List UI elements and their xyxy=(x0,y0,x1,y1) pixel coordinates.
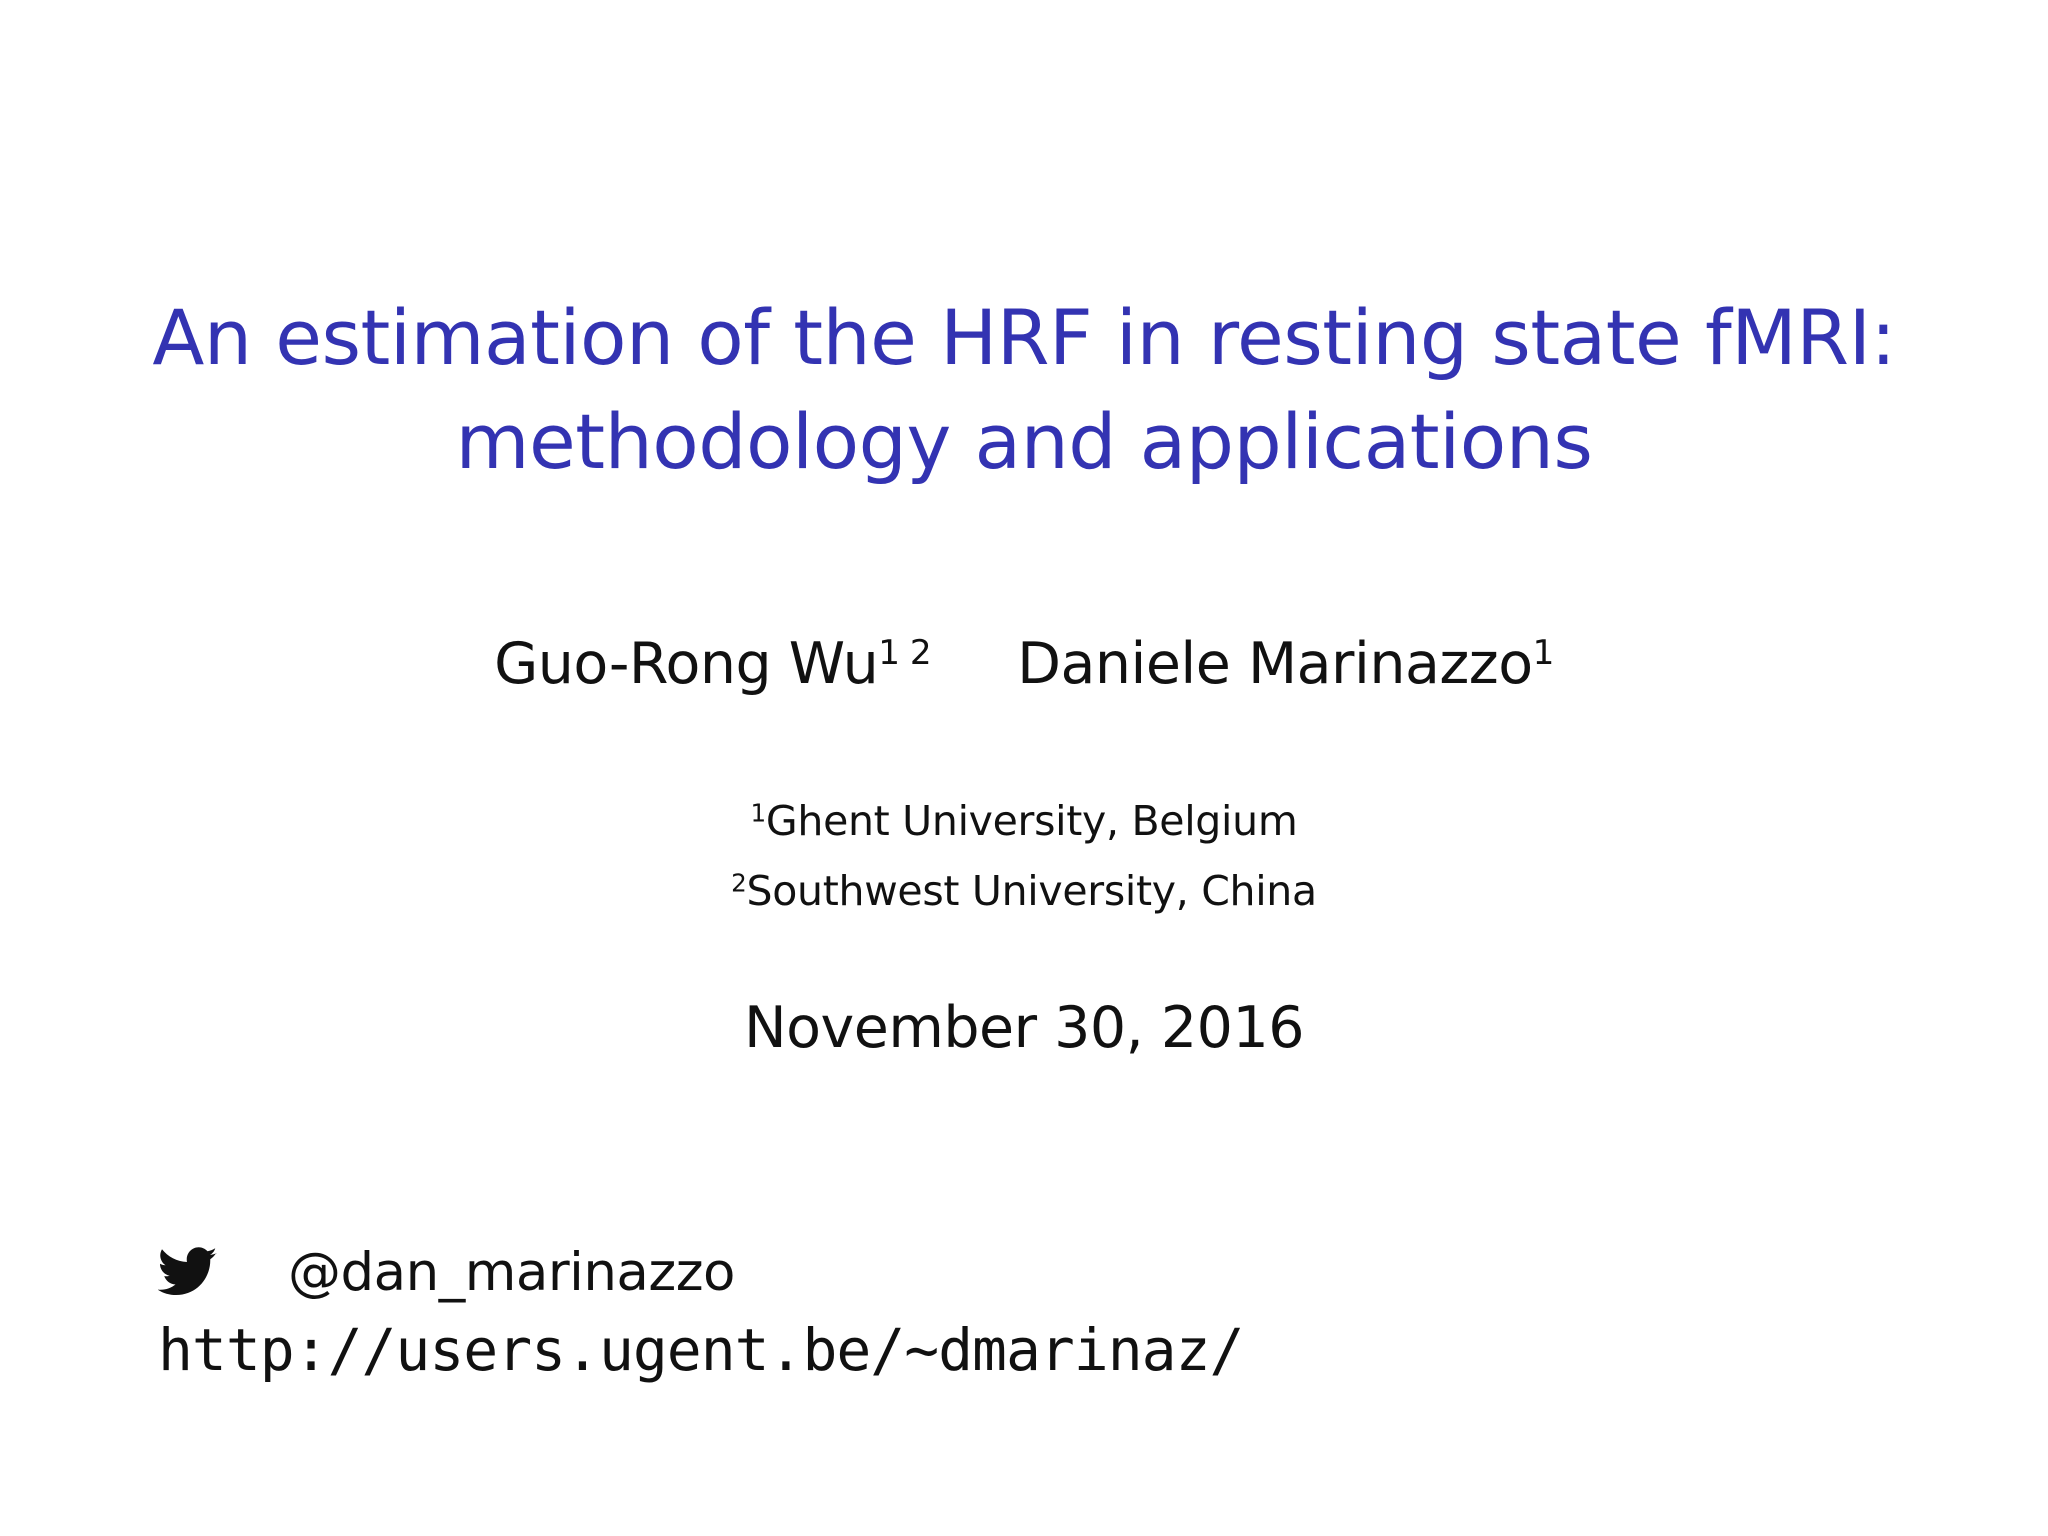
affiliation-mark: 1 xyxy=(750,798,766,828)
affiliation-text: Ghent University, Belgium xyxy=(765,797,1298,845)
affiliation-mark: 2 xyxy=(731,868,747,898)
presentation-date: November 30, 2016 xyxy=(744,995,1304,1061)
twitter-bird-icon xyxy=(158,1247,218,1297)
author-affiliation-marks: 1 xyxy=(1532,633,1554,674)
slide-title xyxy=(0,286,2048,494)
title-line-1: An estimation of the HRF in resting state fMRI: xyxy=(152,293,1896,382)
twitter-handle: @dan_marinazzo xyxy=(288,1241,735,1303)
affiliation-text: Southwest University, China xyxy=(746,867,1317,915)
author-2 xyxy=(1017,626,1554,702)
author-1 xyxy=(494,626,931,702)
affiliation-1 xyxy=(0,786,2048,856)
homepage-link[interactable]: http://users.ugent.be/~dmarinaz/ xyxy=(158,1316,1244,1384)
author-affiliation-marks: 1 2 xyxy=(878,633,932,674)
twitter-contact xyxy=(158,1234,735,1310)
author-list xyxy=(0,626,2048,702)
title-line-2: methodology and applications xyxy=(455,397,1593,486)
affiliation-list xyxy=(0,786,2048,926)
author-name: Daniele Marinazzo xyxy=(1017,631,1533,697)
author-name: Guo-Rong Wu xyxy=(494,631,879,697)
affiliation-2 xyxy=(0,856,2048,926)
